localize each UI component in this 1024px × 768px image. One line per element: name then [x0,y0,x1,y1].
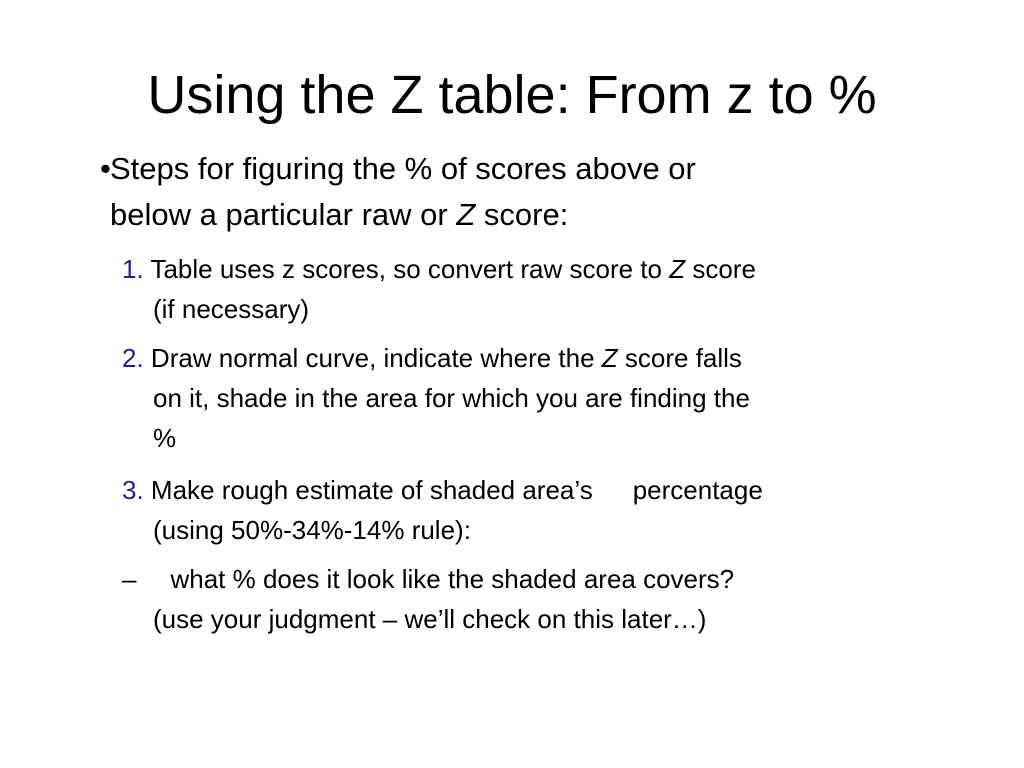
dash-icon: – [122,564,137,594]
step-2 [122,338,972,458]
main-bullet-line-2-end: score: [475,197,569,232]
step-1-number: 1. [122,254,144,284]
step-2-line-3: % [153,423,177,453]
step-3 [122,470,972,550]
step-1-line-1 [122,249,972,289]
z-italic: Z [601,343,618,373]
step-3-text: Make rough estimate of shaded area’s [143,475,593,505]
step-1 [122,249,972,329]
main-bullet-line-1: Steps for figuring the % of scores above or [110,151,696,186]
step-3-number: 3. [122,475,144,505]
step-3-line-2: (using 50%-34%-14% rule): [153,515,471,545]
main-bullet-line-2 [110,192,970,238]
step-1-line-2: (if necessary) [153,294,310,324]
step-2-text-end: score falls [617,343,742,373]
step-3-line-1 [122,470,972,510]
dash-item-line-2: (use your judgment – we’ll check on this later…) [153,604,707,634]
step-2-line-1 [122,338,972,378]
bullet-dot-icon: • [100,151,111,186]
z-italic: Z [669,254,686,284]
slide-title: Using the Z table: From z to % [147,65,877,125]
z-italic: Z [456,197,476,232]
dash-item-text: what % does it look like the shaded area covers? [170,564,735,594]
main-bullet-line-2-text: below a particular raw or [110,197,457,232]
dash-item [122,559,972,639]
main-bullet-text [110,146,970,238]
step-2-number: 2. [122,343,144,373]
step-3-text-end: percentage [632,475,763,505]
dash-item-line-1 [122,559,972,599]
step-2-line-2: on it, shade in the area for which you are finding the [153,383,750,413]
step-2-text: Draw normal curve, indicate where the [143,343,602,373]
step-1-text-end: score [685,254,756,284]
step-1-text: Table uses z scores, so convert raw score to [143,254,670,284]
